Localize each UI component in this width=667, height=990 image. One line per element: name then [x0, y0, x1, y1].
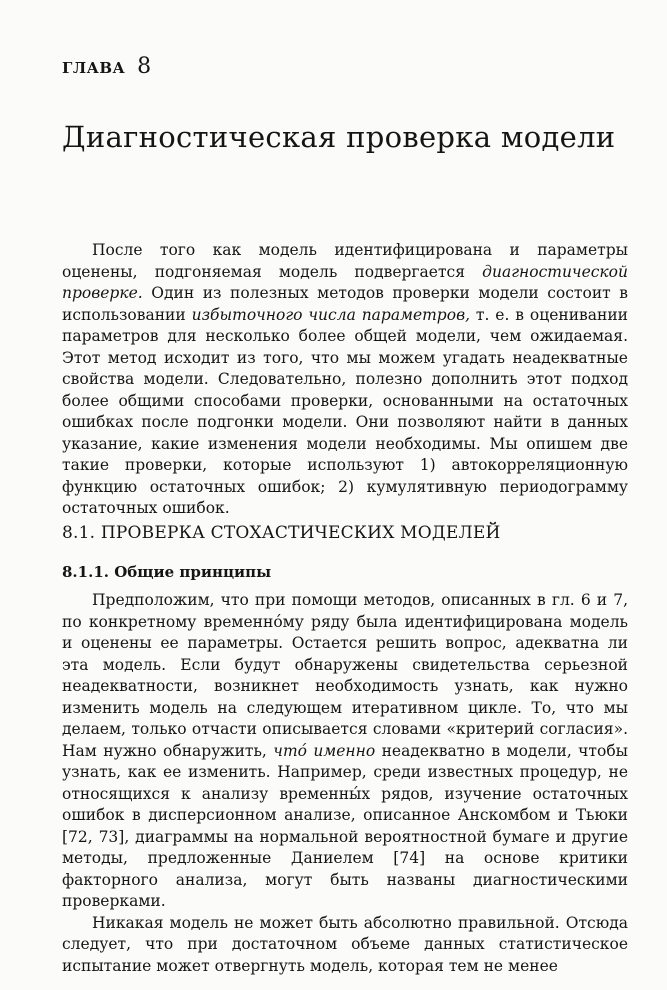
chapter-title: Диагностическая проверка модели	[62, 120, 616, 154]
intro-paragraph	[62, 240, 628, 520]
section-heading: 8.1. ПРОВЕРКА СТОХАСТИЧЕСКИХ МОДЕЛЕЙ	[62, 523, 501, 543]
body-emphasis: что́ именно	[273, 741, 376, 760]
body-paragraph: Никакая модель не может быть абсолютно правильной. Отсюда следует, что при достаточном объеме данных статистическое испытание может отвергнуть модель, которая тем не менее	[62, 913, 628, 975]
intro-emphasis: диагностической проверке.	[62, 262, 628, 302]
body-text-segment: Предположим, что при помощи методов, описанных в гл. 6 и 7, по конкретному временно́му ряду была идентифицирована модель и оценены ее параметры. Остается решить вопрос, адекватна ли эта модель. Если будут обнаружены свидетельства серьезной неадекватности, возникнет необходимость узнать, как нужно изменить модель на следующем итеративном цикле. То, что мы делаем, только отчасти описывается словами «критерий согласия». Нам нужно обнаружить,	[62, 591, 628, 760]
intro-text	[62, 240, 628, 520]
intro-text-segment: т. е. в оценивании параметров для несколько более общей модели, чем ожидаемая. Этот метод исходит из того, что мы можем угадать неадекватные свойства модели. Следовательно, полезно дополнить этот подход более общими способами проверки, основанными на остаточных ошибках после подгонки модели. Они позволяют найти в данных указание, какие изменения модели необходимы. Мы опишем две такие проверки, которые используют 1) автокорреляционную функцию остаточных ошибок; 2) кумулятивную периодограмму остаточных ошибок.	[62, 305, 628, 517]
chapter-label	[62, 54, 152, 79]
intro-text-segment: После того как модель идентифицирована и параметры оценены, подгоняемая модель подвергается	[62, 241, 628, 281]
section-body-text	[62, 590, 628, 977]
chapter-number: 8	[137, 54, 152, 79]
intro-text-segment: Один из полезных методов проверки модели состоит в использовании	[62, 284, 628, 324]
body-paragraph	[62, 590, 628, 913]
chapter-label-word: ГЛАВА	[62, 59, 126, 77]
intro-emphasis: избыточного числа параметров,	[191, 305, 471, 324]
body-text-segment: неадекватно в модели, чтобы узнать, как ее изменить. Например, среди известных процедур, не относящихся к анализу временны́х рядов, изучение остаточных ошибок в дисперсионном анализе, описанное Анскомбом и Тьюки [72, 73], диаграммы на нормальной вероятностной бумаге и другие методы, предложенные Даниелем [74] на основе критики факторного анализа, могут быть названы диагностическими проверками.	[62, 741, 629, 910]
subsection-heading: 8.1.1. Общие принципы	[62, 563, 272, 581]
